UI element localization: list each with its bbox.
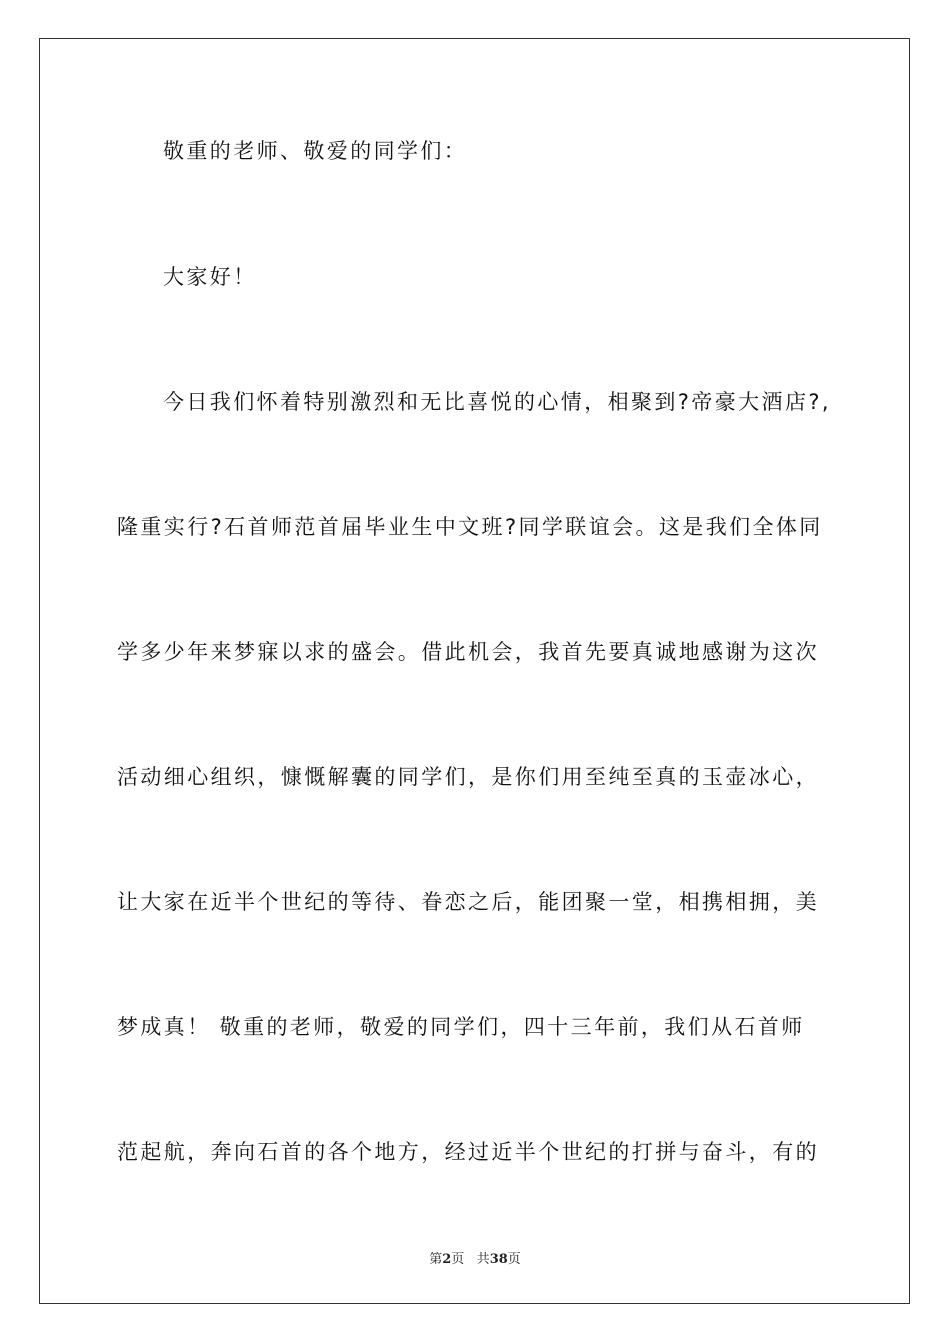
footer-page-suffix: 页 — [451, 1252, 465, 1267]
body-line-3: 学多少年来梦寐以求的盛会。借此机会，我首先要真诚地感谢为这次 — [117, 640, 819, 664]
body-line-5: 让大家在近半个世纪的等待、眷恋之后，能团聚一堂，相携相拥，美 — [117, 890, 819, 914]
footer-page-number: 2 — [442, 1252, 452, 1267]
footer-page-prefix: 第 — [429, 1252, 443, 1267]
body-line-7: 范起航，奔向石首的各个地方，经过近半个世纪的打拼与奋斗，有的 — [117, 1140, 819, 1164]
body-line-6: 梦成真！ 敬重的老师，敬爱的同学们，四十三年前，我们从石首师 — [117, 1015, 805, 1039]
footer-total-suffix: 页 — [507, 1252, 521, 1267]
page-footer — [0, 1248, 950, 1267]
footer-total-pages: 38 — [489, 1252, 508, 1267]
greeting-line: 大家好！ — [163, 265, 257, 289]
salutation-line: 敬重的老师、敬爱的同学们： — [163, 139, 468, 163]
body-line-4: 活动细心组织，慷慨解囊的同学们，是你们用至纯至真的玉壶冰心， — [117, 765, 819, 789]
body-line-1: 今日我们怀着特别激烈和无比喜悦的心情，相聚到?帝豪大酒店?, — [163, 390, 831, 414]
page-border — [39, 38, 910, 1304]
footer-total-prefix: 共 — [476, 1252, 490, 1267]
body-line-2: 隆重实行?石首师范首届毕业生中文班?同学联谊会。这是我们全体同 — [117, 515, 823, 539]
